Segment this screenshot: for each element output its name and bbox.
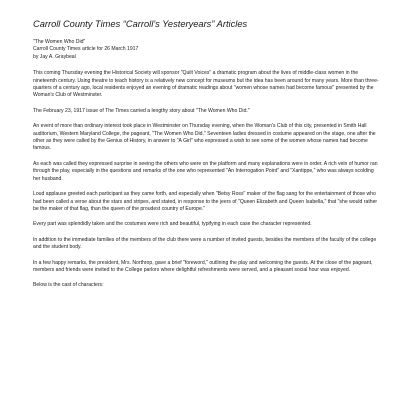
paragraph: In a few happy remarks, the president, Mrs. Northrop, gave a brief "foreword," outlining the play and welcoming the guests. At the close of the pageant, members and friends were invited to the College parlors where delightful refreshments were served, and a pleasant social hour was enjoyed. — [33, 259, 373, 273]
article-source: Carroll County Times article for 26 March 1917 — [33, 46, 139, 53]
paragraph: An event of more than ordinary interest took place in Westminster on Thursday evening, when the Woman's Club of this city, presented in Smith Hall auditorium, Western Maryland College, the pageant, "The Women Who Did." Seventeen ladies dressed in costume appeared on the stage, one after the other as they were called by the Genius of History, in answer to "A Girl" who expressed a wish to see some of the women whose names had become famous. — [33, 123, 376, 152]
paragraph: As each was called they expressed surprise in seeing the others who were on the platform and many explanations were in order. A rich vein of humor ran through the play, especially in the questions and remarks of the one who represented "An Interrogation Point" and "Xantippe," who was always scolding her husband. — [33, 160, 378, 182]
article-byline: by Jay A. Graybeal — [33, 53, 76, 60]
paragraph: In addition to the immediate families of the members of the club there were a number of invited guests, besides the members of the faculty of the college and the student body. — [33, 236, 377, 251]
article-meta — [33, 39, 379, 61]
document-page — [33, 18, 379, 298]
article-headline: "The Women Who Did" — [33, 39, 86, 45]
paragraph: Loud applause greeted each participant as they came forth, and especially when "Betsy Ross" maker of the flag sang for the entertainment of those who had been called a verse about the stars and stripes, and stated, in response to the jeers of "Queen Elizabeth and Queen Isabella," that "she would rather be the maker of that flag, than the queen of the proudest country of Europe." — [33, 191, 378, 212]
paragraph: Every part was splendidly taken and the costumes were rich and beautiful, typifying in each case the character represented. — [33, 221, 312, 228]
document-title: Carroll County Times “Carroll’s Yesteryears” Articles — [33, 19, 248, 29]
paragraph: The February 23, 1917 issue of The Times carried a lengthy story about "The Women Who Did." — [33, 107, 250, 114]
paragraph: Below is the cast of characters: — [33, 282, 104, 289]
paragraph: This coming Thursday evening the Historical Society will sponsor "Quilt Voices" a dramatic program about the lives of middle-class women in the nineteenth century. Using theatre to teach history is a relatively new concept for museums but the idea has been around for many years. More than three-quarters of a century ago, local residents enjoyed an evening of dramatic readings about "women whose names had become famous" presented by the Woman's Club of Westminster. — [33, 70, 379, 99]
